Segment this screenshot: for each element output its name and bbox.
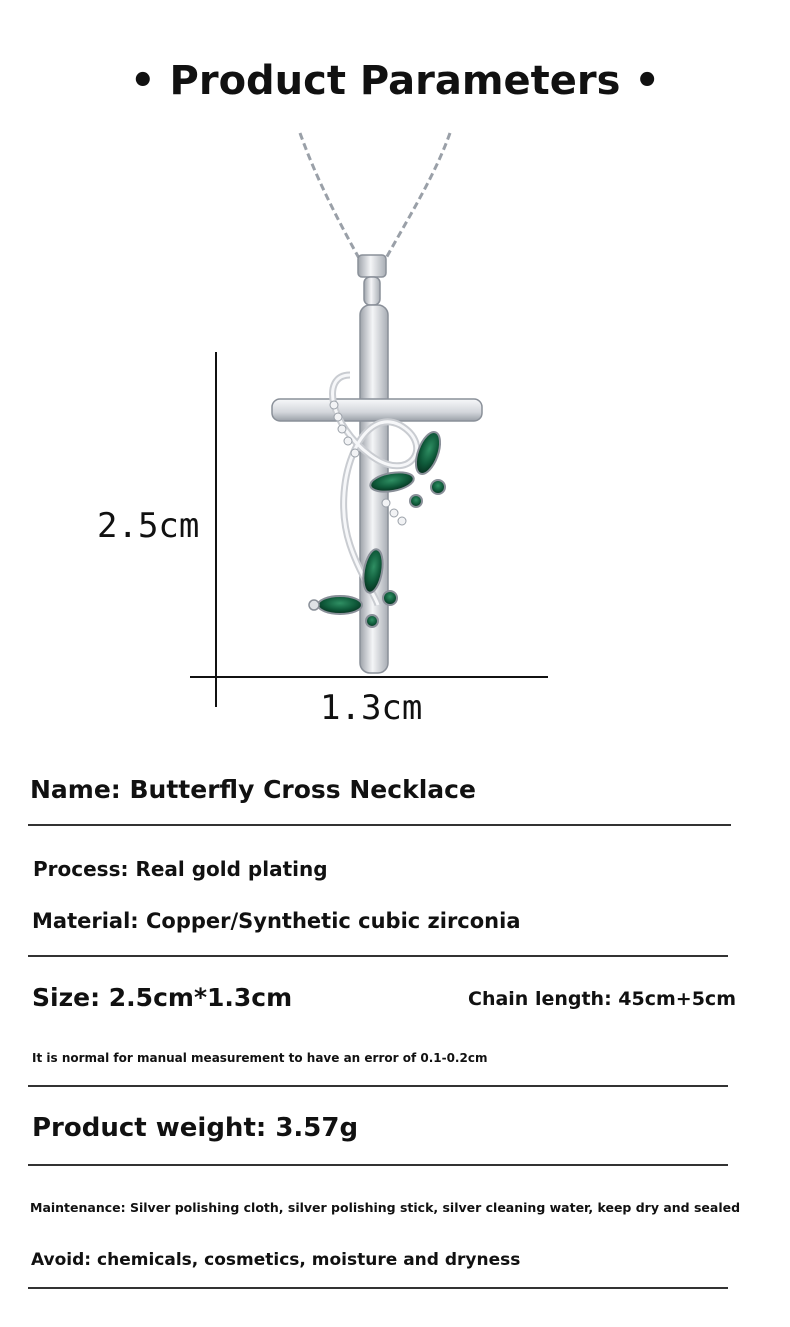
divider [28,1164,728,1166]
spec-size: Size: 2.5cm*1.3cm [32,983,293,1012]
spec-name: Name: Butterfly Cross Necklace [30,775,476,804]
spec-process: Process: Real gold plating [33,857,328,881]
divider [28,824,731,826]
divider [28,955,728,957]
height-label: 2.5cm [97,506,200,546]
spec-material: Material: Copper/Synthetic cubic zirconia [32,909,521,933]
width-measure-line [190,676,548,678]
necklace-product-image [260,125,490,685]
chain [300,133,450,260]
spec-chain-length: Chain length: 45cm+5cm [468,988,736,1010]
page-title: • Product Parameters • [130,58,660,104]
divider [28,1085,728,1087]
measurement-note: It is normal for manual measurement to have an error of 0.1-0.2cm [32,1051,488,1065]
width-label: 1.3cm [320,688,423,728]
spec-maintenance: Maintenance: Silver polishing cloth, silver polishing stick, silver cleaning water, keep dry and sealed [30,1200,741,1215]
spec-weight: Product weight: 3.57g [32,1113,359,1143]
spec-avoid: Avoid: chemicals, cosmetics, moisture and dryness [31,1250,521,1270]
height-measure-line [215,352,217,707]
divider [28,1287,728,1289]
